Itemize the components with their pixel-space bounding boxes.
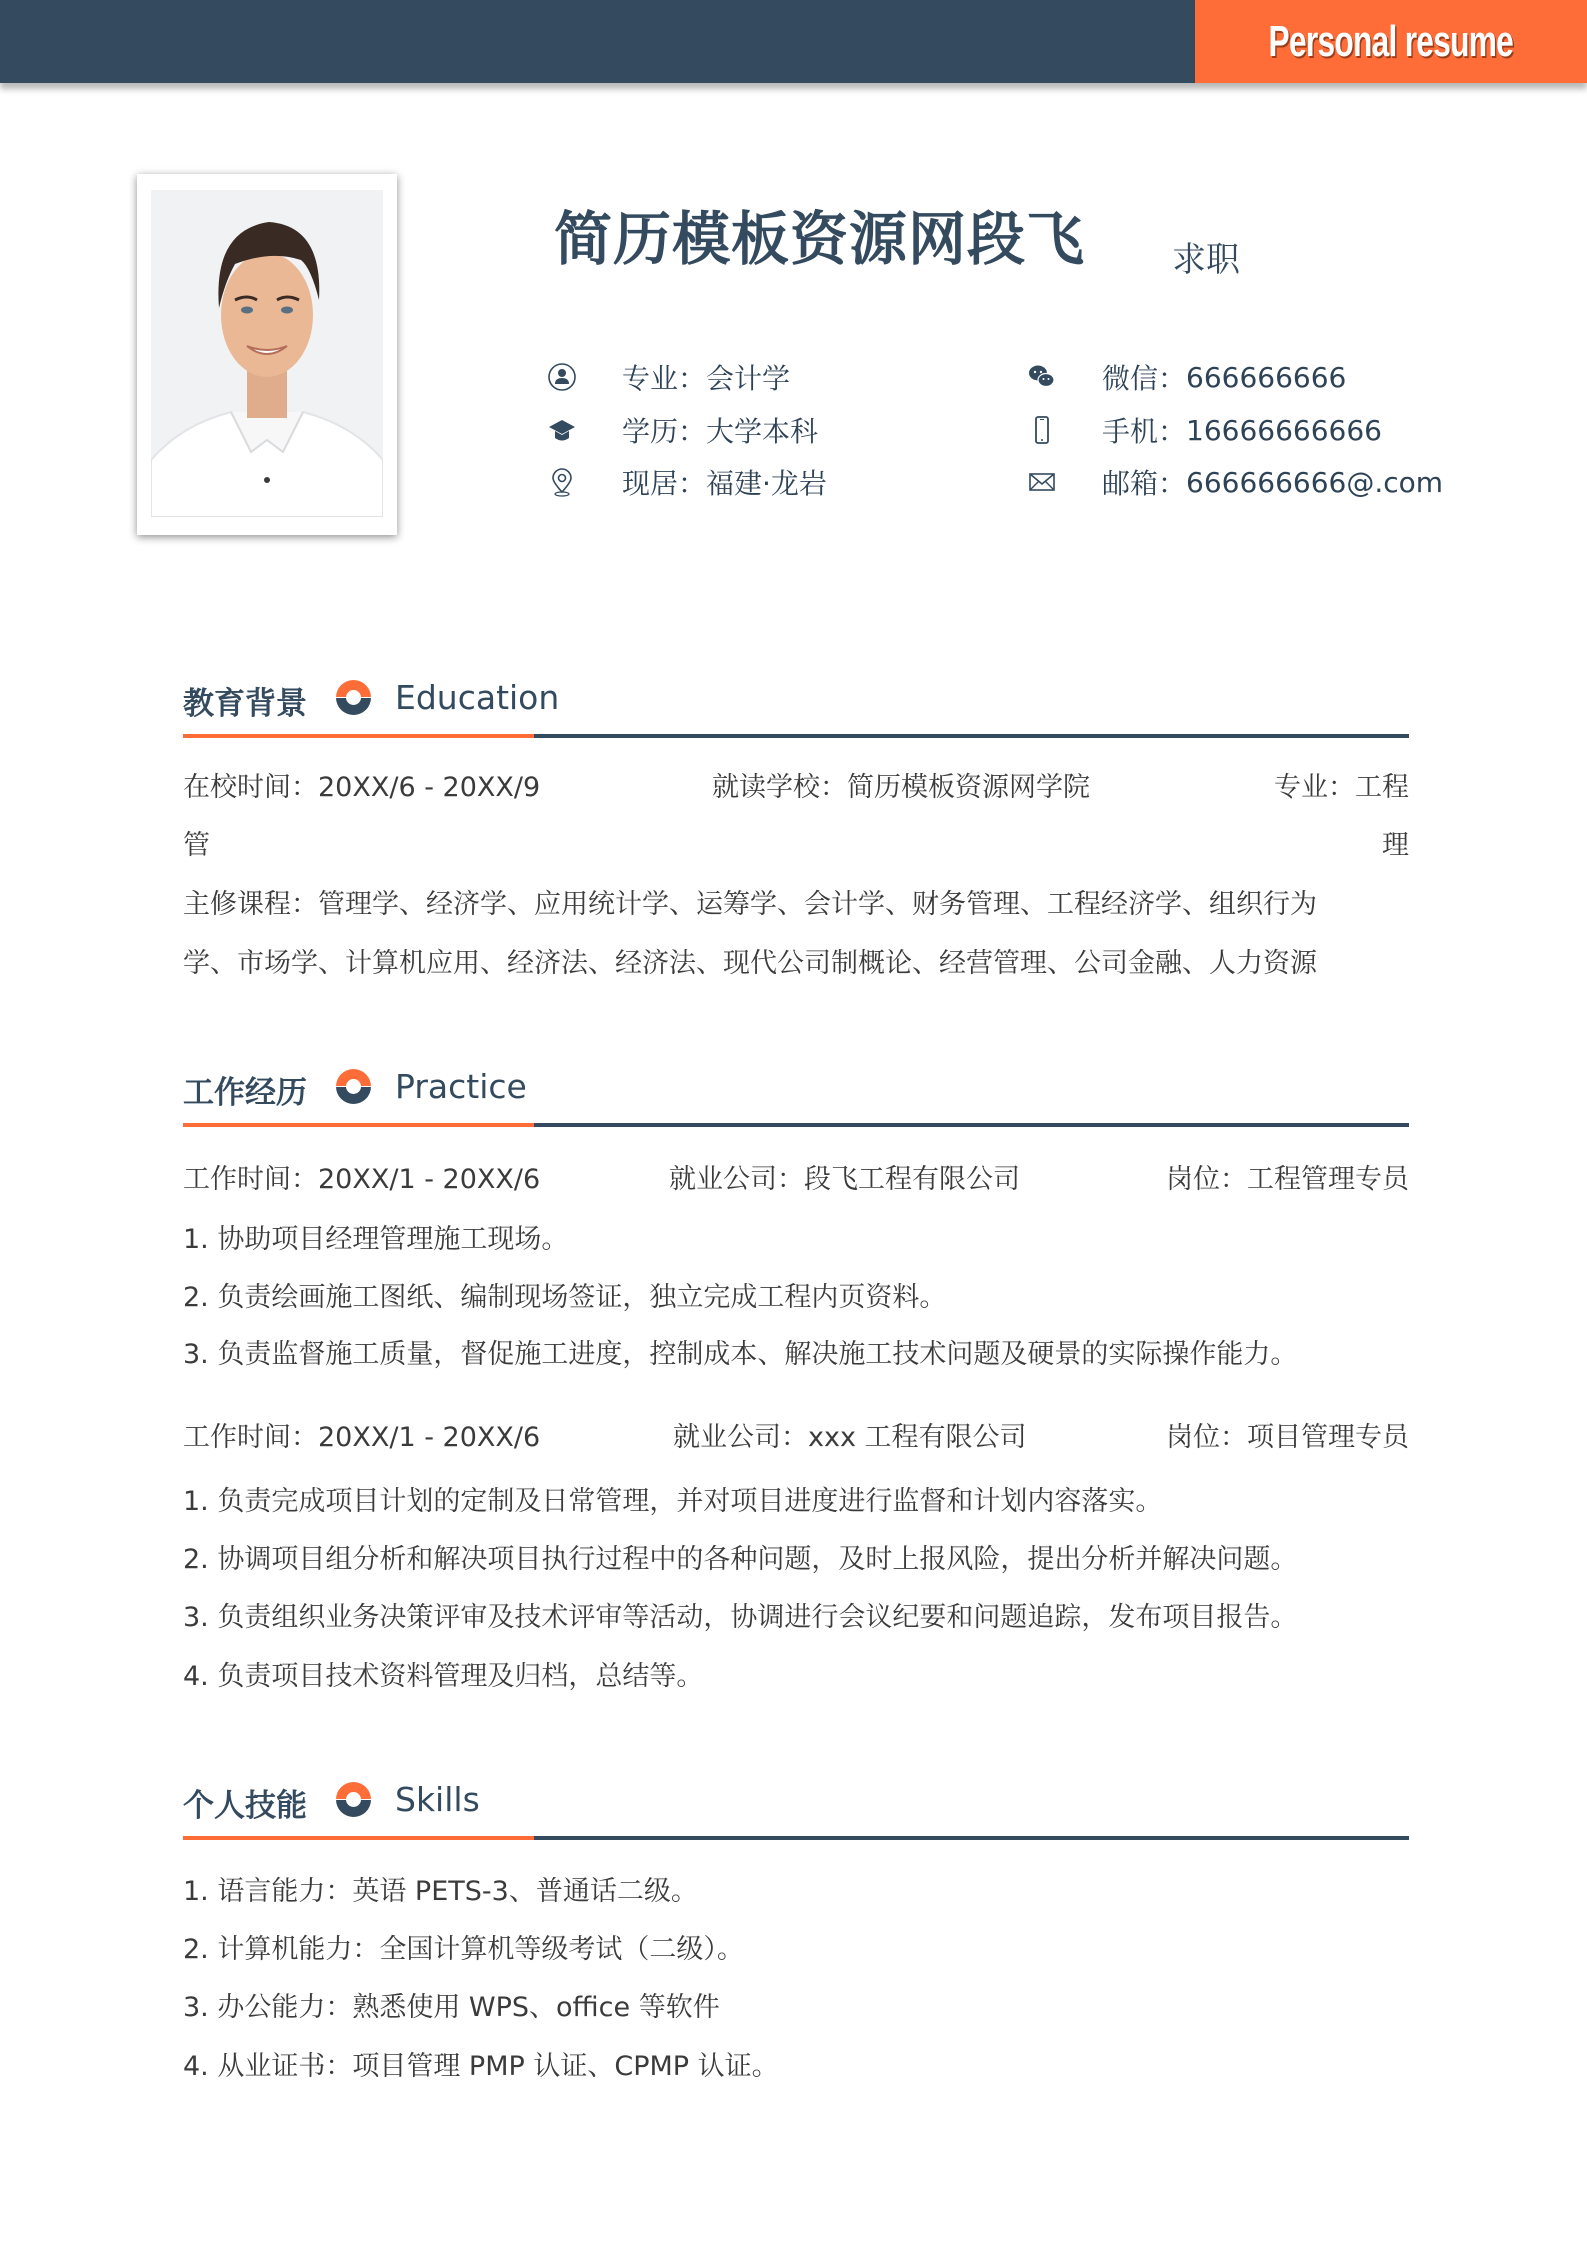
mobile-phone-icon: [1026, 414, 1058, 446]
portrait-illustration-icon: [151, 190, 383, 517]
job-2-duty: 3. 负责组织业务决策评审及技术评审等活动，协调进行会议纪要和问题追踪，发布项目报告。: [183, 1602, 1298, 1633]
job-position: 岗位：项目管理专员: [1166, 1422, 1409, 1453]
personal-resume-badge: [1195, 0, 1587, 83]
job-1-duty: 2. 负责绘画施工图纸、编制现场签证，独立完成工程内页资料。: [183, 1282, 947, 1313]
education-major-wrap: [183, 826, 1409, 866]
photo-frame: [137, 174, 397, 535]
ring-icon: [336, 1782, 371, 1817]
section-header-education: [183, 668, 1409, 738]
section-title-en: Practice: [395, 1067, 527, 1106]
job-1-duty: 3. 负责监督施工质量，督促施工进度，控制成本、解决施工技术问题及硬景的实际操作能力。: [183, 1339, 1298, 1370]
job-2-duty: 2. 协调项目组分析和解决项目执行过程中的各种问题，及时上报风险，提出分析并解决问题。: [183, 1544, 1298, 1575]
section-header-skills: [183, 1770, 1409, 1840]
skill-item: 4. 从业证书：项目管理 PMP 认证、CPMP 认证。: [183, 2051, 779, 2082]
section-divider: [183, 734, 1409, 738]
info-degree: [546, 410, 818, 450]
section-divider-accent: [183, 1836, 534, 1840]
info-residence-value: 福建·龙岩: [706, 467, 827, 500]
graduation-cap-icon: [546, 414, 578, 446]
section-header-work: [183, 1057, 1409, 1127]
section-title-cn: 个人技能: [183, 1788, 307, 1824]
info-wechat-value: 666666666: [1186, 360, 1347, 394]
job-2-header: [183, 1418, 1409, 1458]
info-degree-value: 大学本科: [706, 415, 819, 448]
info-major: [546, 357, 790, 397]
section-title-en: Education: [395, 678, 560, 717]
job-2-duty: 1. 负责完成项目计划的定制及日常管理，并对项目进度进行监督和计划内容落实。: [183, 1486, 1163, 1517]
info-phone-label: 手机：: [1102, 415, 1187, 448]
info-email-label: 邮箱：: [1102, 467, 1187, 500]
info-phone-value: 16666666666: [1186, 413, 1382, 447]
section-divider: [183, 1123, 1409, 1127]
info-major-value: 会计学: [706, 362, 791, 395]
education-courses-line-1: 主修课程：管理学、经济学、应用统计学、运筹学、会计学、财务管理、工程经济学、组织行为: [183, 889, 1317, 920]
portrait-photo: [151, 190, 383, 517]
education-row: [183, 768, 1409, 808]
ring-icon: [336, 1069, 371, 1104]
location-pin-icon: [546, 466, 578, 498]
education-courses-line-2: 学、市场学、计算机应用、经济法、经济法、现代公司制概论、经营管理、公司金融、人力资源: [183, 948, 1317, 979]
badge-text: Personal resume: [1268, 16, 1514, 66]
info-major-label: 专业：: [622, 362, 707, 395]
skill-item: 1. 语言能力：英语 PETS-3、普通话二级。: [183, 1876, 698, 1907]
info-residence-label: 现居：: [622, 467, 707, 500]
ring-icon: [336, 680, 371, 715]
person-badge-icon: [546, 361, 578, 393]
education-major-wrap-right: 理: [1382, 830, 1409, 861]
job-period: 工作时间：20XX/1 - 20XX/6: [183, 1422, 541, 1453]
education-major-wrap-left: 管: [183, 830, 210, 861]
job-company: 就业公司：xxx 工程有限公司: [673, 1422, 1027, 1453]
job-2-duty: 4. 负责项目技术资料管理及归档，总结等。: [183, 1661, 704, 1692]
education-period: 在校时间：20XX/6 - 20XX/9: [183, 772, 541, 803]
job-seeking-label: 求职: [1172, 240, 1240, 280]
wechat-icon: [1026, 361, 1058, 393]
mail-envelope-icon: [1026, 466, 1058, 498]
education-school: 就读学校：简历模板资源网学院: [712, 772, 1090, 803]
section-title-cn: 工作经历: [183, 1075, 307, 1111]
section-title-cn: 教育背景: [183, 686, 307, 722]
info-degree-label: 学历：: [622, 415, 707, 448]
job-1-duty: 1. 协助项目经理管理施工现场。: [183, 1224, 569, 1255]
info-wechat-label: 微信：: [1102, 362, 1187, 395]
section-title-en: Skills: [395, 1780, 480, 1819]
info-email-value: 666666666@.com: [1186, 465, 1444, 499]
section-divider: [183, 1836, 1409, 1840]
section-divider-accent: [183, 734, 534, 738]
info-phone: [1026, 410, 1382, 450]
skill-item: 3. 办公能力：熟悉使用 WPS、office 等软件: [183, 1992, 720, 2023]
info-email: [1026, 462, 1443, 502]
candidate-name: 简历模板资源网段飞: [554, 205, 1086, 273]
info-wechat: [1026, 357, 1346, 397]
job-company: 就业公司：段飞工程有限公司: [669, 1164, 1020, 1195]
info-residence: [546, 462, 827, 502]
education-major: 专业：工程: [1274, 772, 1409, 803]
section-divider-accent: [183, 1123, 534, 1127]
job-period: 工作时间：20XX/1 - 20XX/6: [183, 1164, 541, 1195]
skill-item: 2. 计算机能力：全国计算机等级考试（二级）。: [183, 1934, 744, 1965]
job-1-header: [183, 1160, 1409, 1200]
job-position: 岗位：工程管理专员: [1166, 1164, 1409, 1195]
